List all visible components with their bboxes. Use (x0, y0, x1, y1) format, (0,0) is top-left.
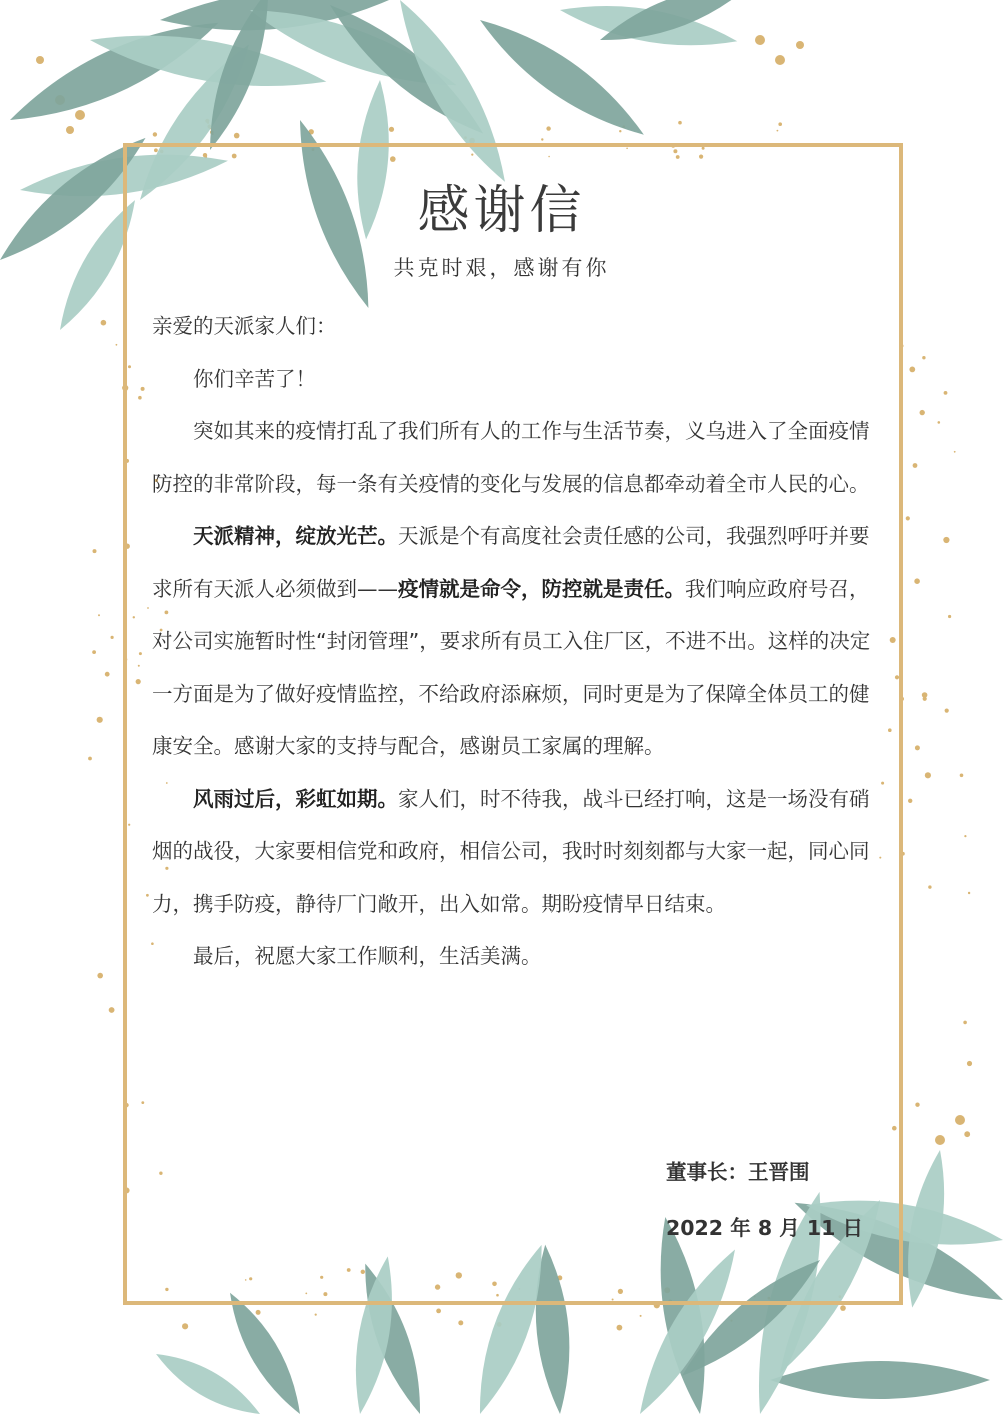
paragraph-2-text-b: 我们响应政府号召，对公司实施暂时性“封闭管理”，要求所有员工入住厂区，不进不出。这样的决定一方面是为了做好疫情监控，不给政府添麻烦，同时更是为了保障全体员工的健康安全。感谢大家的支持与配合，感谢员工家属的理解。 (152, 576, 871, 758)
gold-dot (256, 1310, 261, 1315)
gold-dot (944, 391, 948, 395)
gold-dot (111, 636, 114, 639)
gold-dot (922, 356, 925, 359)
gold-dot (92, 650, 96, 654)
letter-title: 感谢信 (417, 181, 586, 241)
gold-dot (234, 133, 240, 139)
signature-block (666, 1144, 863, 1256)
gold-dot (678, 121, 682, 125)
closing: 最后，祝愿大家工作顺利，生活美满。 (193, 944, 542, 968)
gold-dot (913, 463, 918, 468)
letter-body (152, 300, 874, 983)
gold-dot (546, 126, 550, 130)
gold-dot (938, 421, 941, 424)
gold-dot (97, 717, 103, 723)
gold-dot (97, 973, 103, 979)
gold-dot (954, 451, 956, 453)
gold-dot (948, 615, 951, 618)
gold-dot (93, 549, 97, 553)
gold-dot (945, 709, 949, 713)
gold-dot (908, 799, 912, 803)
gold-dot (915, 745, 920, 750)
gold-dot (955, 1115, 965, 1125)
gold-dot (66, 126, 74, 134)
letter-subtitle: 共克时艰，感谢有你 (393, 256, 610, 280)
gold-dot (116, 344, 118, 346)
gold-dot (964, 835, 966, 837)
paragraph-2-emphasis: 疫情就是命令，防控就是责任。 (398, 576, 685, 601)
gold-dot (925, 772, 931, 778)
gold-dot (75, 110, 85, 120)
gold-dot (777, 130, 779, 132)
gold-dot (914, 578, 920, 584)
gold-dot (541, 138, 543, 140)
salutation: 亲爱的天派家人们： (152, 314, 337, 338)
gold-dot (920, 410, 925, 415)
paragraph-3-heading: 风雨过后，彩虹如期。 (193, 786, 398, 811)
paragraph-3 (152, 773, 874, 931)
gold-dot (458, 1320, 463, 1325)
signature: 董事长：王晋围 (666, 1160, 810, 1184)
gold-dot (36, 56, 44, 64)
gold-dot (943, 537, 949, 543)
gold-dot (967, 1061, 972, 1066)
paragraph-2 (152, 510, 874, 773)
gold-dot (182, 1323, 188, 1329)
gold-dot (775, 55, 785, 65)
gold-dot (778, 122, 782, 126)
gold-dot (915, 1103, 919, 1107)
gold-dot (909, 367, 915, 373)
gold-dot (935, 1135, 945, 1145)
gold-dot (101, 320, 107, 326)
date: 2022 年 8 月 11 日 (666, 1216, 864, 1240)
gold-dot (960, 774, 964, 778)
gold-dot (923, 697, 927, 701)
paragraph-1: 突如其来的疫情打乱了我们所有人的工作与生活节奏，义乌进入了全面疫情防控的非常阶段，每一条有关疫情的变化与发展的信息都牵动着全市人民的心。 (152, 419, 870, 496)
paragraph-3-text: 家人们，时不待我，战斗已经打响，这是一场没有硝烟的战役，大家要相信党和政府，相信公司，我时时刻刻都与大家一起，同心同力，携手防疫，静待厂门敞开，出入如常。期盼疫情早日结束。 (152, 786, 870, 916)
gold-dot (88, 757, 92, 761)
gold-dot (964, 1131, 970, 1137)
gold-dot (105, 672, 110, 677)
greeting: 你们辛苦了！ (193, 366, 316, 391)
gold-dot (617, 1325, 623, 1331)
gold-dot (109, 1007, 115, 1013)
gold-dot (796, 41, 804, 49)
leaf-shape (150, 1343, 267, 1414)
paragraph-2-text-a: 天派是个有高度社会责任感的公司，我强烈呼吁并要求所有天派人必须做到—— (152, 524, 870, 601)
gold-dot (619, 130, 621, 132)
gold-dot (389, 127, 394, 132)
gold-dot (906, 516, 910, 520)
gold-dot (153, 132, 157, 136)
gold-dot (98, 614, 100, 616)
leaf-shape (770, 1361, 990, 1399)
gold-dot (436, 1309, 441, 1314)
gold-dot (315, 1314, 317, 1316)
gold-dot (968, 892, 970, 894)
gold-dot (840, 1305, 846, 1311)
gold-dot (963, 1021, 967, 1025)
gold-dot (640, 1315, 642, 1317)
gold-dot (755, 35, 765, 45)
paragraph-2-heading: 天派精神，绽放光芒。 (193, 524, 398, 548)
gold-dot (928, 885, 931, 888)
